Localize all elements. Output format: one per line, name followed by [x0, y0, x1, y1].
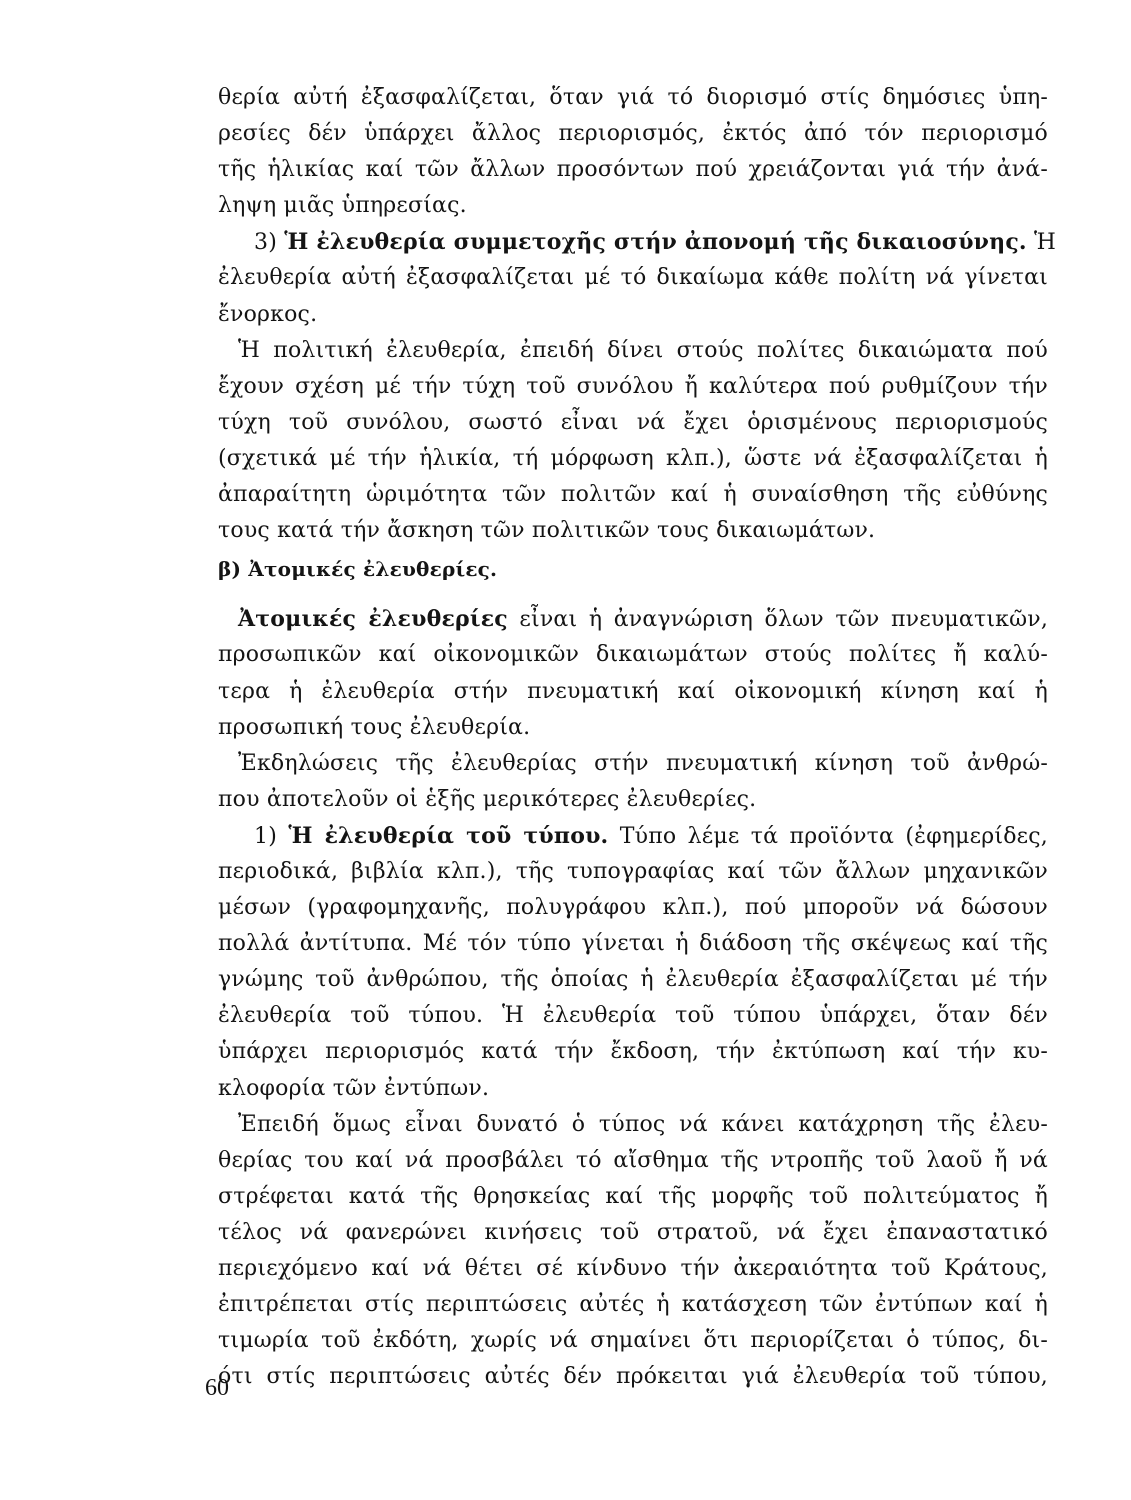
text-line: περιοδικά, βιβλία κλπ.), τῆς τυπογραφίας καί τῶν ἄλλων μηχανικῶν — [218, 858, 1048, 884]
text-line: πολλά ἀντίτυπα. Μέ τόν τύπο γίνεται ἡ διάδοση τῆς σκέψεως καί τῆς — [218, 931, 1048, 957]
text-line: προσωπικῶν καί οἰκονομικῶν δικαιωμάτων στούς πολίτες ἤ καλύ- — [218, 642, 1048, 668]
section-subtitle: Ἡ ἐλευθερία τοῦ τύπου. — [288, 822, 609, 849]
text-line: που ἀποτελοῦν οἱ ἑξῆς μερικότερες ἐλευθερίες. — [218, 786, 757, 812]
text-line: τύχη τοῦ συνόλου, σωστό εἶναι νά ἔχει ὁρισμένους περιορισμούς — [218, 409, 1048, 435]
text-line: ἐλευθερία τοῦ τύπου. Ἡ ἐλευθερία τοῦ τύπου ὑπάρχει, ὅταν δέν — [218, 1003, 1048, 1029]
text-line: τέλος νά φανερώνει κινήσεις τοῦ στρατοῦ, νά ἔχει ἐπαναστατικό — [218, 1219, 1048, 1245]
text-line: ἐλευθερία αὐτή ἐξασφαλίζεται μέ τό δικαίωμα κάθε πολίτη νά γίνεται — [218, 265, 1048, 291]
text-line: ληψη μιᾶς ὑπηρεσίας. — [218, 193, 467, 219]
text-line: τιμωρία τοῦ ἐκδότη, χωρίς νά σημαίνει ὅτι περιορίζεται ὁ τύπος, δι- — [218, 1328, 1048, 1354]
text-fragment: Τύπο λέμε τά προϊόντα (ἐφημερίδες, — [608, 823, 1048, 849]
text-line — [218, 818, 1048, 854]
text-line: τους κατά τήν ἄσκηση τῶν πολιτικῶν τους δικαιωμάτων. — [218, 518, 876, 544]
paragraph-political-freedom-continuation — [218, 80, 1048, 224]
text-line: Ἐκδηλώσεις τῆς ἐλευθερίας στήν πνευματική κίνηση τοῦ ἀνθρώ- — [238, 750, 1048, 776]
text-line: ρεσίες δέν ὑπάρχει ἄλλος περιορισμός, ἐκτός ἀπό τόν περιορισμό — [218, 121, 1048, 147]
text-line: θερία αὐτή ἐξασφαλίζεται, ὅταν γιά τό διορισμό στίς δημόσιες ὑπη- — [218, 85, 1048, 110]
term-bold: Ἀτομικές ἐλευθερίες — [238, 606, 508, 633]
text-line: ότι στίς περιπτώσεις αὐτές δέν πρόκειται γιά ἐλευθερία τοῦ τύπου, — [218, 1364, 1048, 1390]
paragraph-press-abuse — [218, 1107, 1048, 1396]
text-line: περιεχόμενο καί νά θέτει σέ κίνδυνο τήν ἀκεραιότητα τοῦ Κράτους, — [218, 1256, 1048, 1281]
paragraph-political-freedom-limits — [218, 333, 1048, 550]
text-line: κλοφορία τῶν ἐντύπων. — [218, 1075, 490, 1101]
text-line: (σχετικά μέ τήν ἡλικία, τή μόρφωση κλπ.), ὥστε νά ἐξασφαλίζεται ἡ — [218, 445, 1048, 471]
section-subtitle: Ἡ ἐλευθερία συμμετοχῆς στήν ἀπονομή τῆς δικαιοσύνης. — [284, 229, 1027, 256]
text-line: Ἐπειδή ὅμως εἶναι δυνατό ὁ τύπος νά κάνει κατάχρηση τῆς ἐλευ- — [238, 1111, 1048, 1137]
text-line: ἔνορκος. — [218, 301, 318, 327]
paragraph-individual-freedoms — [218, 601, 1048, 745]
text-line: ὑπάρχει περιορισμός κατά τήν ἔκδοση, τήν ἐκτύπωση καί τήν κυ- — [218, 1039, 1048, 1065]
text-line: μέσων (γραφομηχανῆς, πολυγράφου κλπ.), πού μποροῦν νά δώσουν — [218, 895, 1048, 921]
page-number: 60 — [205, 1375, 229, 1401]
text-line: τερα ἡ ἐλευθερία στήν πνευματική καί οἰκονομική κίνηση καί ἡ — [218, 678, 1048, 704]
text-fragment: εἶναι ἡ ἀναγνώριση ὅλων τῶν πνευματικῶν, — [507, 607, 1049, 633]
paragraph-freedom-of-press — [218, 818, 1048, 1107]
paragraph-manifestations — [218, 746, 1048, 818]
text-line — [218, 224, 1057, 260]
text-line: προσωπική τους ἐλευθερία. — [218, 714, 531, 740]
paragraph-justice-participation — [218, 224, 1057, 332]
text-line: γνώμης τοῦ ἀνθρώπου, τῆς ὁποίας ἡ ἐλευθερία ἐξασφαλίζεται μέ τήν — [218, 967, 1048, 993]
item-number: 1) — [254, 823, 289, 849]
page-body — [218, 80, 1057, 1395]
text-line: θερίας του καί νά προσβάλει τό αἴσθημα τῆς ντροπῆς τοῦ λαοῦ ἤ νά — [218, 1147, 1048, 1173]
text-fragment: Ἡ — [1026, 230, 1057, 256]
text-line: ἀπαραίτητη ὡριμότητα τῶν πολιτῶν καί ἡ συναίσθηση τῆς εὐθύνης — [218, 482, 1048, 508]
text-line — [218, 601, 1048, 637]
text-line: στρέφεται κατά τῆς θρησκείας καί τῆς μορφῆς τοῦ πολιτεύματος ἤ — [218, 1183, 1048, 1209]
text-line: τῆς ἡλικίας καί τῶν ἄλλων προσόντων πού χρειάζονται γιά τήν ἀνά- — [218, 157, 1048, 183]
section-heading: β) Ἀτομικές ἐλευθερίες. — [218, 557, 498, 582]
text-line: Ἡ πολιτική ἐλευθερία, ἐπειδή δίνει στούς πολίτες δικαιώματα πού — [238, 337, 1048, 363]
text-line: ἐπιτρέπεται στίς περιπτώσεις αὐτές ἡ κατάσχεση τῶν ἐντύπων καί ἡ — [218, 1292, 1048, 1318]
item-number: 3) — [254, 230, 285, 256]
text-line: ἔχουν σχέση μέ τήν τύχη τοῦ συνόλου ἤ καλύτερα πού ρυθμίζουν τήν — [218, 373, 1048, 399]
